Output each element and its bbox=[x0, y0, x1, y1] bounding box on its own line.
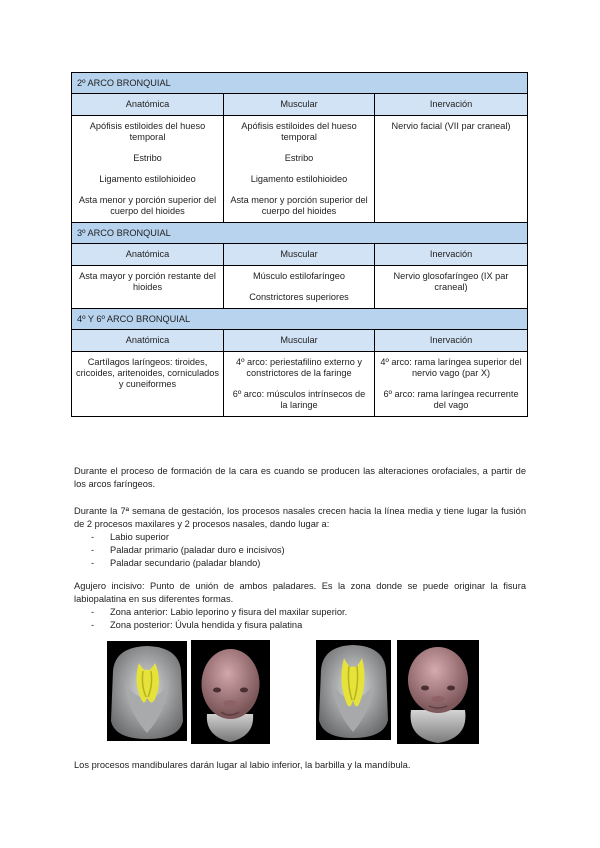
cell-item: Nervio glosofaríngeo (IX par craneal) bbox=[393, 271, 509, 292]
embryo-face-image-2 bbox=[397, 640, 479, 744]
cell-item: 6º arco: músculos intrínsecos de la laringe bbox=[232, 389, 366, 410]
column-header: Anatómica bbox=[72, 94, 224, 116]
column-header: Inervación bbox=[375, 94, 528, 116]
table-cell-anatomica bbox=[72, 116, 224, 223]
cell-item: Músculo estilofaríngeo bbox=[253, 271, 345, 281]
paragraph-text: Durante la 7ª semana de gestación, los procesos nasales crecen hacia la línea media y tiene lugar la fusión de 2 procesos maxilares y 2 procesos nasales, dando lugar a: bbox=[74, 506, 526, 529]
table-cell-inervacion bbox=[375, 266, 528, 309]
column-header: Muscular bbox=[224, 330, 375, 352]
cell-item: Asta menor y porción superior del cuerpo del hioides bbox=[78, 195, 217, 216]
table-cell-muscular bbox=[224, 352, 375, 417]
paragraph-text: Los procesos mandibulares darán lugar al labio inferior, la barbilla y la mandíbula. bbox=[74, 760, 411, 770]
cell-item: Ligamento estilohioideo bbox=[250, 174, 348, 184]
section-title: 4º Y 6º ARCO BRONQUIAL bbox=[72, 309, 528, 330]
paragraph-seventh-week bbox=[74, 505, 526, 570]
fusion-results-list bbox=[74, 531, 526, 570]
column-header: Anatómica bbox=[72, 330, 224, 352]
paragraph-orofacial bbox=[74, 465, 526, 491]
cleft-zones-list bbox=[74, 606, 526, 632]
cell-item: Asta mayor y porción restante del hioides bbox=[79, 271, 216, 292]
list-item: - Labio superior bbox=[91, 531, 526, 544]
cell-item: Nervio facial (VII par craneal) bbox=[391, 121, 511, 131]
column-header: Inervación bbox=[375, 330, 528, 352]
table-cell-inervacion bbox=[375, 116, 528, 223]
palate-model-image-2 bbox=[316, 640, 391, 740]
cell-item: Constrictores superiores bbox=[249, 292, 349, 302]
cell-item: Cartílagos laríngeos: tiroides, cricoides, aritenoides, corniculados y cuneiformes bbox=[76, 357, 219, 389]
cell-item: Asta menor y porción superior del cuerpo del hioides bbox=[230, 195, 368, 216]
section-title: 2º ARCO BRONQUIAL bbox=[72, 73, 528, 94]
paragraph-text: Agujero incisivo: Punto de unión de ambos paladares. Es la zona donde se puede originar la fisura labiopalatina en sus diferentes formas. bbox=[74, 581, 526, 604]
cell-item: 4º arco: periestafilino externo y constrictores de la faringe bbox=[236, 357, 362, 378]
column-header: Muscular bbox=[224, 244, 375, 266]
table-row bbox=[72, 352, 528, 417]
table-cell-inervacion bbox=[375, 352, 528, 417]
cell-item: Estribo bbox=[133, 153, 162, 163]
cell-item: Ligamento estilohioideo bbox=[99, 174, 196, 184]
list-item: - Zona posterior: Úvula hendida y fisura palatina bbox=[91, 619, 526, 632]
branchial-arch-table bbox=[71, 72, 528, 417]
section-title: 3º ARCO BRONQUIAL bbox=[72, 223, 528, 244]
cell-item: 6º arco: rama laríngea recurrente del vago bbox=[383, 389, 519, 410]
table-row bbox=[72, 266, 528, 309]
list-item: - Zona anterior: Labio leporino y fisura del maxilar superior. bbox=[91, 606, 526, 619]
table-cell-muscular bbox=[224, 116, 375, 223]
table-cell-muscular bbox=[224, 266, 375, 309]
table-cell-anatomica bbox=[72, 266, 224, 309]
cell-item: 4º arco: rama laríngea superior del nervio vago (par X) bbox=[380, 357, 522, 378]
paragraph-mandibular bbox=[74, 759, 526, 772]
embryo-face-image-1 bbox=[191, 640, 270, 744]
cell-item: Apófisis estiloides del hueso temporal bbox=[241, 121, 357, 142]
table-cell-anatomica bbox=[72, 352, 224, 417]
table-row bbox=[72, 116, 528, 223]
column-header: Inervación bbox=[375, 244, 528, 266]
paragraph-text: Durante el proceso de formación de la cara es cuando se producen las alteraciones orofaciales, a partir de los arcos faríngeos. bbox=[74, 466, 526, 489]
list-item: - Paladar primario (paladar duro e incisivos) bbox=[91, 544, 526, 557]
column-header: Muscular bbox=[224, 94, 375, 116]
cell-item: Estribo bbox=[284, 153, 314, 163]
palate-model-image-1 bbox=[107, 641, 187, 741]
paragraph-incisive-foramen bbox=[74, 580, 526, 632]
cell-item: Apófisis estiloides del hueso temporal bbox=[89, 121, 206, 142]
column-header: Anatómica bbox=[72, 244, 224, 266]
list-item: - Paladar secundario (paladar blando) bbox=[91, 557, 526, 570]
